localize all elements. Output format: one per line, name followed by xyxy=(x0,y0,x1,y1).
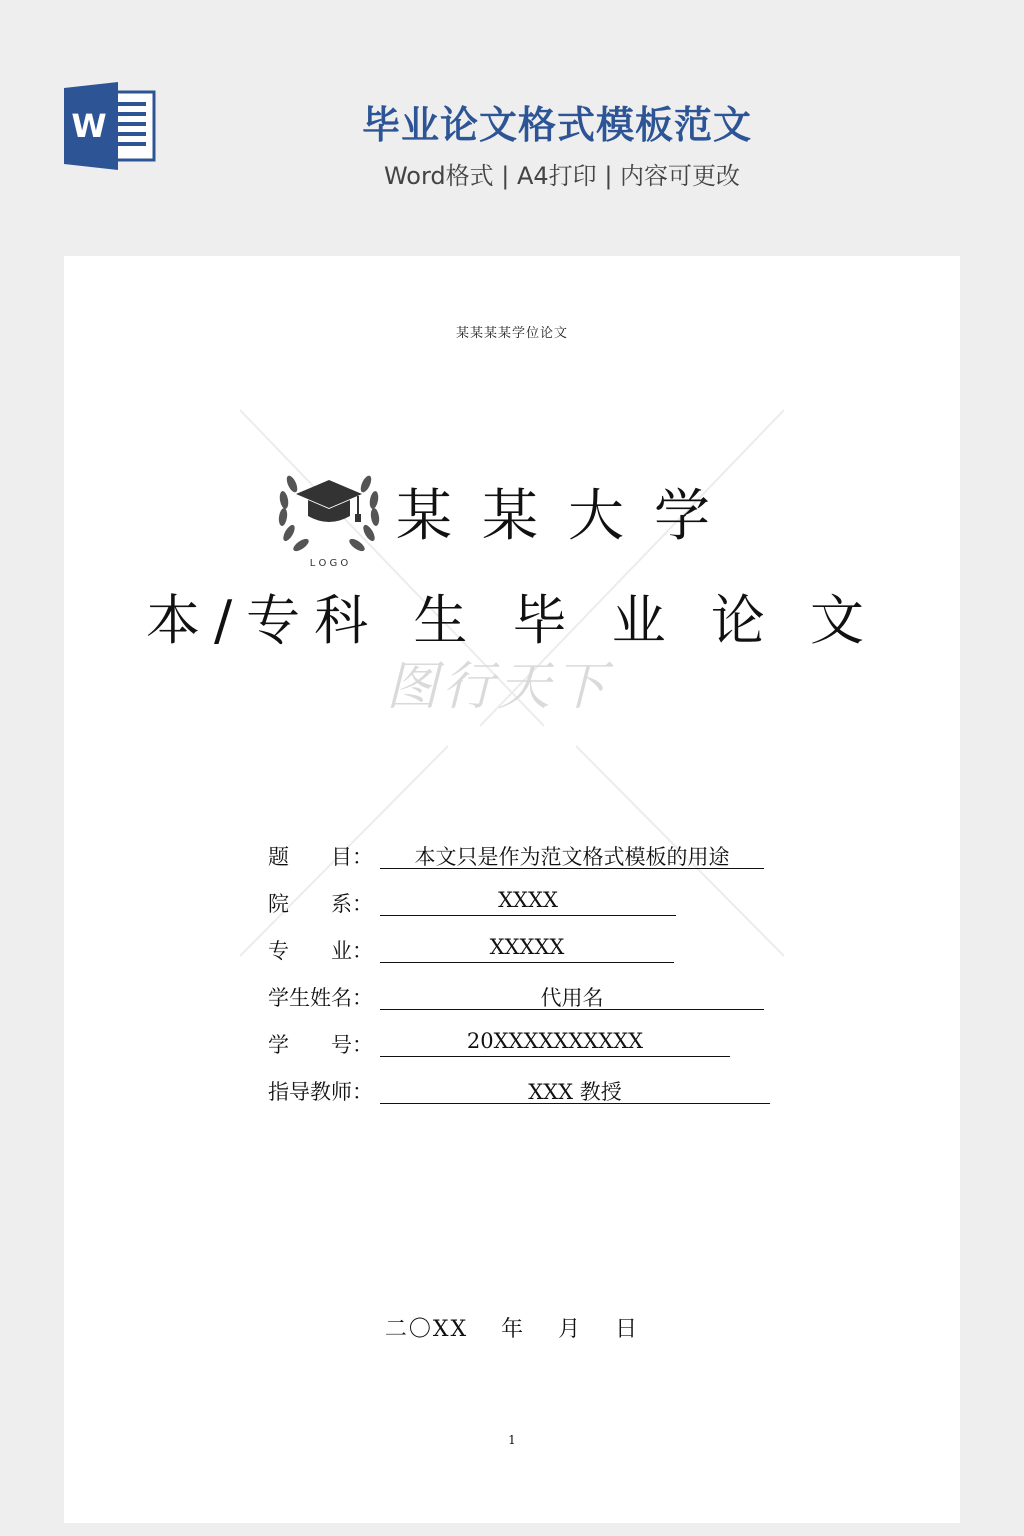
field-value[interactable]: XXX 教授 xyxy=(380,1076,770,1104)
banner-subtitle: Word格式 | A4打印 | 内容可更改 xyxy=(383,162,741,190)
field-value[interactable]: 本文只是作为范文格式模板的用途 xyxy=(380,841,764,869)
watermark-text: 图行天下 xyxy=(386,657,611,717)
field-label: 题 目： xyxy=(268,845,373,869)
university-logo xyxy=(274,462,384,570)
field-value[interactable]: 代用名 xyxy=(380,982,764,1010)
field-value[interactable]: 20XXXXXXXXXX xyxy=(380,1029,730,1057)
field-label: 专 业： xyxy=(268,939,373,963)
document-page xyxy=(64,256,960,1523)
field-value[interactable]: XXXX xyxy=(380,888,676,916)
field-label: 院 系： xyxy=(268,892,373,916)
university-name: 某某大学 xyxy=(396,484,740,549)
field-label: 学生姓名： xyxy=(268,986,373,1010)
field-label: 学 号： xyxy=(268,1033,373,1057)
running-header: 某某某某学位论文 xyxy=(455,326,568,341)
word-icon-letter: W xyxy=(71,107,107,145)
date-line: 二〇XX 年 月 日 xyxy=(384,1317,640,1342)
logo-caption: L O G O xyxy=(309,558,349,569)
page-number: 1 xyxy=(508,1433,516,1447)
field-value[interactable]: XXXXX xyxy=(380,935,674,963)
banner-title: 毕业论文格式模板范文 xyxy=(361,103,752,147)
field-label: 指导教师： xyxy=(268,1080,373,1104)
thesis-title: 本/专科 生 毕 业 论 文 xyxy=(145,589,879,652)
